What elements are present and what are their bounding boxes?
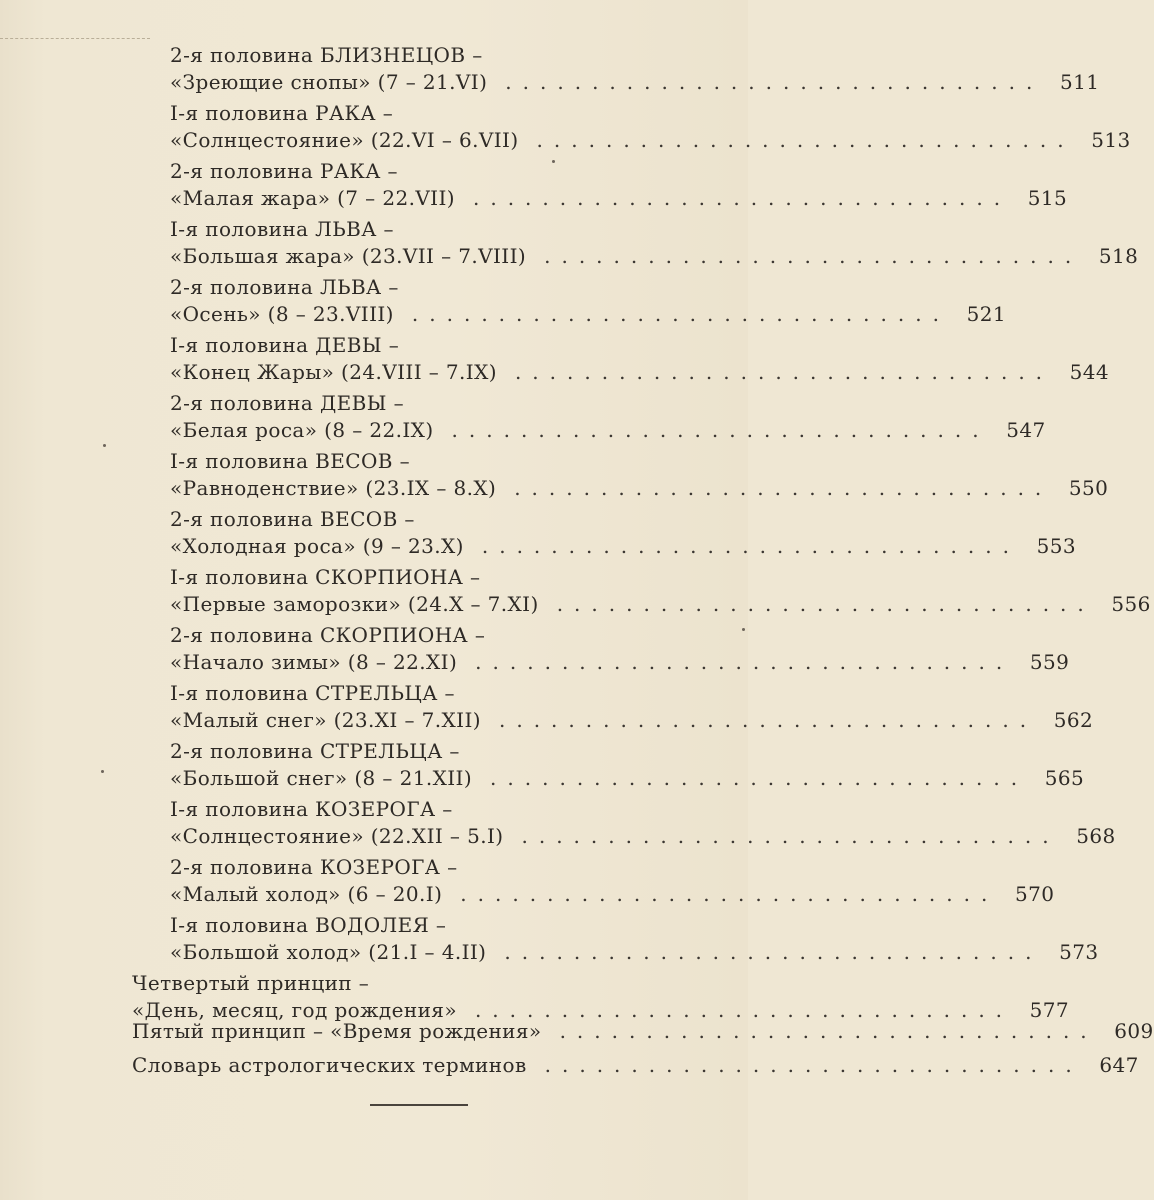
toc-entry-heading: 2-я половина БЛИЗНЕЦОВ – (170, 43, 483, 67)
toc-entry-title: Словарь астрологических терминов (132, 1053, 527, 1077)
toc-entry-subtitle: «Белая роса» (8 – 22.IX) (170, 418, 434, 442)
toc-page-number: 577 (1029, 998, 1070, 1022)
toc-entry-subtitle: «Конец Жары» (24.VIII – 7.IX) (170, 360, 497, 384)
toc-page-number: 553 (1036, 534, 1076, 558)
toc-page-number: 547 (1006, 418, 1046, 442)
toc-entry-subtitle: «Солнцестояние» (22.XII – 5.I) (170, 824, 504, 848)
print-speck (552, 160, 555, 163)
closing-rule (370, 1104, 468, 1106)
top-dashed-rule (0, 38, 150, 39)
toc-page-number: 511 (1060, 70, 1100, 94)
toc-entry-heading: 2-я половина ВЕСОВ – (170, 507, 415, 531)
toc-entry-subtitle: «Осень» (8 – 23.VIII) (170, 302, 394, 326)
toc-page-number: 544 (1069, 360, 1110, 384)
toc-entry-subtitle: «Малая жара» (7 – 22.VII) (170, 186, 455, 210)
toc-entry-heading: Четвертый принцип – (132, 971, 370, 995)
toc-entry-subtitle: «Первые заморозки» (24.X – 7.XI) (170, 592, 539, 616)
toc-entry-heading: I-я половина ДЕВЫ – (170, 333, 400, 357)
toc-page-number: 565 (1044, 766, 1085, 790)
toc-entry-subtitle: «Большой холод» (21.I – 4.II) (170, 940, 487, 964)
toc-entry-subtitle: «Большая жара» (23.VII – 7.VIII) (170, 244, 527, 268)
toc-entry-heading: I-я половина СКОРПИОНА – (170, 565, 481, 589)
print-speck (103, 444, 106, 447)
print-speck (101, 770, 104, 773)
toc-entry-subtitle: «Большой снег» (8 – 21.XII) (170, 766, 473, 790)
toc-entry-subtitle: «Холодная роса» (9 – 23.X) (170, 534, 464, 558)
toc-page-number: 573 (1059, 940, 1099, 964)
toc-entry-subtitle: «Начало зимы» (8 – 22.XI) (170, 650, 458, 674)
toc-page-number: 562 (1053, 708, 1094, 732)
toc-entry-heading: I-я половина ВЕСОВ – (170, 449, 411, 473)
print-speck (742, 628, 745, 631)
toc-page-number: 550 (1068, 476, 1109, 500)
toc-entry-heading: I-я половина РАКА – (170, 101, 394, 125)
toc-entry-heading: 2-я половина ЛЬВА – (170, 275, 399, 299)
toc-entry-heading: I-я половина ЛЬВА – (170, 217, 394, 241)
toc-entry-subtitle: «Малый снег» (23.XI – 7.XII) (170, 708, 481, 732)
toc-page-number: 521 (966, 302, 1006, 326)
toc-entry-heading: 2-я половина ДЕВЫ – (170, 391, 404, 415)
toc-page-number: 518 (1098, 244, 1139, 268)
toc-entry-heading: 2-я половина СТРЕЛЬЦА – (170, 739, 460, 763)
toc-entry-subtitle: «Малый холод» (6 – 20.I) (170, 882, 443, 906)
toc-page-number: 570 (1015, 882, 1055, 906)
toc-entry-heading: 2-я половина СКОРПИОНА – (170, 623, 486, 647)
toc-page-number: 647 (1099, 1053, 1139, 1077)
toc-page-number: 515 (1027, 186, 1068, 210)
toc-page-number: 568 (1076, 824, 1116, 848)
toc-entry-heading: I-я половина ВОДОЛЕЯ – (170, 913, 447, 937)
toc-entry-heading: I-я половина КОЗЕРОГА – (170, 797, 453, 821)
toc-page-number: 513 (1091, 128, 1131, 152)
toc-entry-subtitle: «Солнцестояние» (22.VI – 6.VII) (170, 128, 519, 152)
toc-entry-heading: 2-я половина КОЗЕРОГА – (170, 855, 458, 879)
toc-entry-heading: I-я половина СТРЕЛЬЦА – (170, 681, 455, 705)
book-page: 2-я половина БЛИЗНЕЦОВ – «Зреющие снопы» (7 – 21.VI) ............................... 511 I-я половина РАКА – «Солнцестояние» (22.VI – 6.VII) ............................... 513 2-я половина РАКА – «Малая жара» (7 – 22.VII) ............................... 515 I-я половина ЛЬВА – «Большая жара» (23.VII – 7.VIII) ............................... 518 2-я половина ЛЬВА – «Осень» (8 – 23.VIII) ............................... 521 I-я половина ДЕВЫ – «Конец Жары» (24.VIII – 7.IX) ............................... 544 2-я половина ДЕВЫ – «Белая роса» (8 – 22.IX) ............................... 547 I-я половина ВЕСОВ – «Равноденствие» (23.IX – 8.X) ............................... 550 2-я половина ВЕСОВ – «Холодная роса» (9 – 23.X) ............................... 553 I-я половина СКОРПИОНА – «Первые заморозки» (24.X – 7.XI) ............................... 556 2-я половина СКОРПИОНА – «Начало зимы» (8 – 22.XI) ............................... 559 I-я половина СТРЕЛЬЦА – «Малый снег» (23.XI – 7.XII) ............................... 562 2-я половина СТРЕЛЬЦА – «Большой снег» (8 – 21.XII) ............................... 565 I-я половина КОЗЕРОГА – «Солнцестояние» (22.XII – 5.I) ............................... 568 2-я половина КОЗЕРОГА – «Малый холод» (6 – 20.I) ............................... 570 I-я половина ВОДОЛЕЯ – «Большой холод» (21.I – 4.II) ............................... 573 Четвертый принцип – «День, месяц, год рождения» ............................... 577 Пятый принцип – «Время рождения» ............................... 609 Словарь астрологических терминов ............................... 647 (0, 0, 748, 1200)
toc-entry-subtitle: «День, месяц, год рождения» (132, 998, 457, 1022)
toc-entry-heading: 2-я половина РАКА – (170, 159, 398, 183)
toc-page-number: 556 (1111, 592, 1151, 616)
toc-page-number: 609 (1114, 1019, 1154, 1043)
toc-entry-subtitle: «Зреющие снопы» (7 – 21.VI) (170, 70, 488, 94)
toc-entry-title: Пятый принцип – «Время рождения» (132, 1019, 542, 1043)
toc-page-number: 559 (1029, 650, 1070, 674)
toc-entry-subtitle: «Равноденствие» (23.IX – 8.X) (170, 476, 497, 500)
